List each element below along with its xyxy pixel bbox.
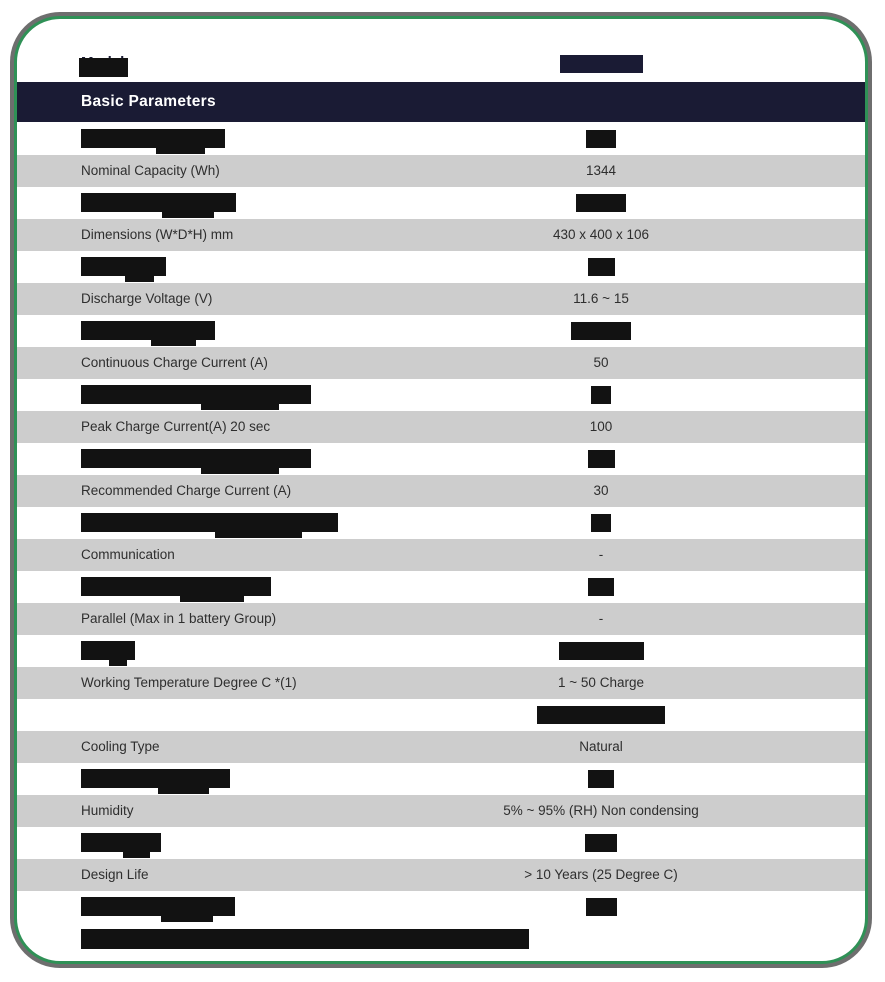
row-label-redaction-bar	[81, 385, 311, 404]
table-row	[17, 251, 865, 283]
row-value: 50	[593, 355, 609, 370]
row-value-redaction-bar	[591, 514, 611, 532]
table-row	[17, 187, 865, 219]
table-row	[17, 155, 865, 187]
spec-sheet-card	[14, 16, 868, 964]
table-row	[17, 699, 865, 731]
row-value-redaction-bar	[586, 130, 616, 148]
model-header-row	[17, 47, 865, 81]
row-label: Humidity	[81, 803, 134, 818]
row-label-redaction-bar	[81, 257, 166, 276]
row-value: 11.6 ~ 15	[573, 291, 629, 306]
row-label-redaction-bar	[81, 321, 215, 340]
row-value: 30	[593, 483, 609, 498]
row-label-redaction-bar	[81, 129, 225, 148]
row-value-redaction-bar	[591, 386, 611, 404]
row-label: Parallel (Max in 1 battery Group)	[81, 611, 277, 626]
model-value-redaction-bar	[560, 55, 643, 73]
row-value-redaction-bar	[585, 834, 617, 852]
table-row	[17, 507, 865, 539]
row-label: Recommended Charge Current (A)	[81, 483, 292, 498]
row-label-redaction-bar	[81, 449, 311, 468]
row-value: 100	[589, 419, 613, 434]
row-value-redaction-bar	[588, 258, 615, 276]
table-row	[17, 283, 865, 315]
table-row	[17, 379, 865, 411]
row-value: -	[598, 611, 604, 626]
section-title: Basic Parameters	[81, 93, 216, 110]
row-label: Nominal Capacity (Wh)	[81, 163, 220, 178]
row-label-redaction-bar	[81, 833, 161, 852]
row-value-redaction-bar	[571, 322, 631, 340]
row-value: Natural	[579, 739, 623, 754]
row-value: 1344	[585, 163, 617, 178]
section-header-bar	[17, 82, 865, 122]
row-value: 5% ~ 95% (RH) Non condensing	[503, 803, 699, 818]
table-row	[17, 347, 865, 379]
row-value: 1 ~ 50 Charge	[558, 675, 644, 690]
row-label-redaction-bar	[81, 769, 230, 788]
row-value-redaction-bar	[588, 770, 614, 788]
row-value-redaction-bar	[588, 578, 614, 596]
table-row	[17, 315, 865, 347]
model-label-redaction-bar	[79, 58, 128, 77]
row-label: Dimensions (W*D*H) mm	[81, 227, 234, 242]
row-label: Continuous Charge Current (A)	[81, 355, 268, 370]
table-row	[17, 539, 865, 571]
table-row	[17, 571, 865, 603]
table-row	[17, 827, 865, 859]
row-value: 430 x 400 x 106	[552, 227, 650, 242]
table-row	[17, 443, 865, 475]
table-row	[17, 667, 865, 699]
row-label: Discharge Voltage (V)	[81, 291, 213, 306]
table-row	[17, 891, 865, 923]
table-row	[17, 603, 865, 635]
row-label: Cooling Type	[81, 739, 160, 754]
row-label-redaction-bar	[81, 193, 236, 212]
row-label: Design Life	[81, 867, 149, 882]
row-value-redaction-bar	[586, 898, 617, 916]
table-rows	[17, 123, 865, 923]
row-value: > 10 Years (25 Degree C)	[524, 867, 678, 882]
row-value-redaction-bar	[537, 706, 665, 724]
table-row	[17, 219, 865, 251]
row-label: Peak Charge Current(A) 20 sec	[81, 419, 271, 434]
model-label	[81, 53, 124, 73]
row-label-redaction-bar	[81, 641, 135, 660]
table-row	[17, 795, 865, 827]
table-row	[17, 475, 865, 507]
footnote-redaction-bar	[81, 929, 529, 949]
row-label-redaction-bar	[81, 897, 235, 916]
table-row	[17, 411, 865, 443]
row-label: Working Temperature Degree C *(1)	[81, 675, 297, 690]
row-value-redaction-bar	[588, 450, 615, 468]
table-row	[17, 635, 865, 667]
table-row	[17, 731, 865, 763]
row-label: Communication	[81, 547, 175, 562]
row-value-redaction-bar	[559, 642, 644, 660]
row-label-redaction-bar	[81, 513, 338, 532]
row-value-redaction-bar	[576, 194, 626, 212]
table-row	[17, 123, 865, 155]
table-row	[17, 763, 865, 795]
table-row	[17, 859, 865, 891]
row-label-redaction-bar	[81, 577, 271, 596]
row-value: -	[598, 547, 604, 562]
